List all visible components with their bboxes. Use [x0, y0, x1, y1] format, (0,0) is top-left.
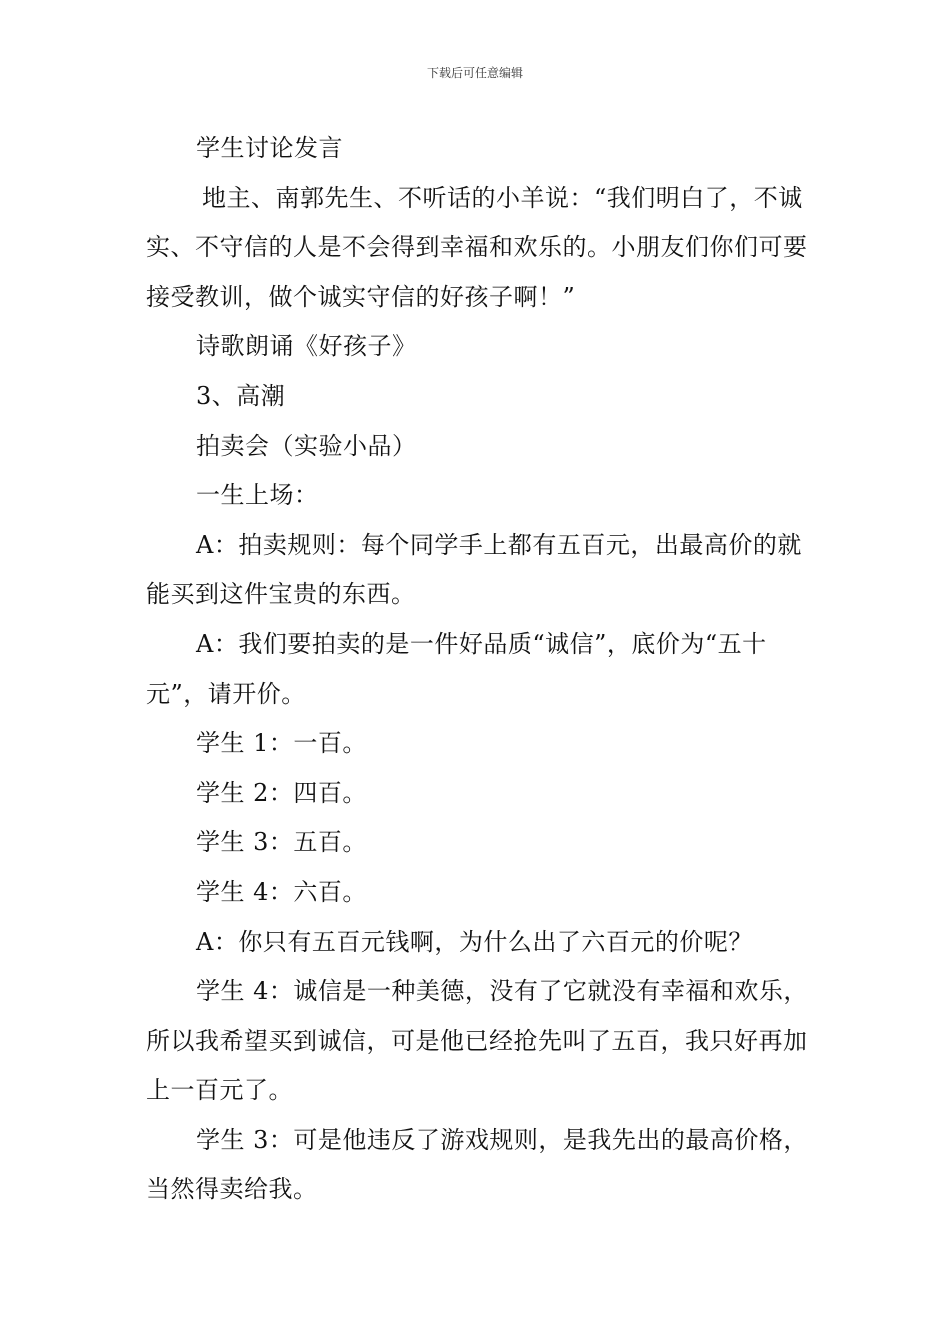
paragraph-3: 诗歌朗诵《好孩子》 — [196, 332, 417, 361]
paragraph-15: 学生 3：可是他违反了游戏规则，是我先出的最高价格，当然得卖给我。 — [146, 1125, 808, 1204]
paragraph-4: 3、高潮 — [196, 381, 286, 410]
paragraph-13: A：你只有五百元钱啊，为什么出了六百元的价呢？ — [196, 927, 753, 956]
paragraph-14: 学生 4：诚信是一种美德，没有了它就没有幸福和欢乐，所以我希望买到诚信，可是他已经抢先叫了五百，我只好再加上一百元了。 — [146, 977, 808, 1105]
paragraph-10: 学生 2：四百。 — [196, 778, 367, 807]
document-body — [146, 124, 814, 1215]
page-header: 下载后可任意编辑 — [426, 66, 523, 80]
paragraph-9: 学生 1：一百。 — [196, 729, 367, 758]
paragraph-12: 学生 4：六百。 — [196, 877, 367, 906]
paragraph-6: 一生上场： — [196, 481, 319, 510]
paragraph-11: 学生 3：五百。 — [196, 828, 367, 857]
paragraph-7: A：拍卖规则：每个同学手上都有五百元，出最高价的就能买到这件宝贵的东西。 — [146, 530, 802, 609]
paragraph-5: 拍卖会（实验小品） — [196, 431, 417, 460]
paragraph-1: 学生讨论发言 — [196, 134, 343, 162]
paragraph-2: 地主、南郭先生、不听话的小羊说：“我们明白了，不诚实、不守信的人是不会得到幸福和欢乐的。小朋友们你们可要接受教训，做个诚实守信的好孩子啊！” — [146, 183, 808, 311]
paragraph-8: A：我们要拍卖的是一件好品质“诚信”，底价为“五十元”，请开价。 — [146, 629, 767, 708]
